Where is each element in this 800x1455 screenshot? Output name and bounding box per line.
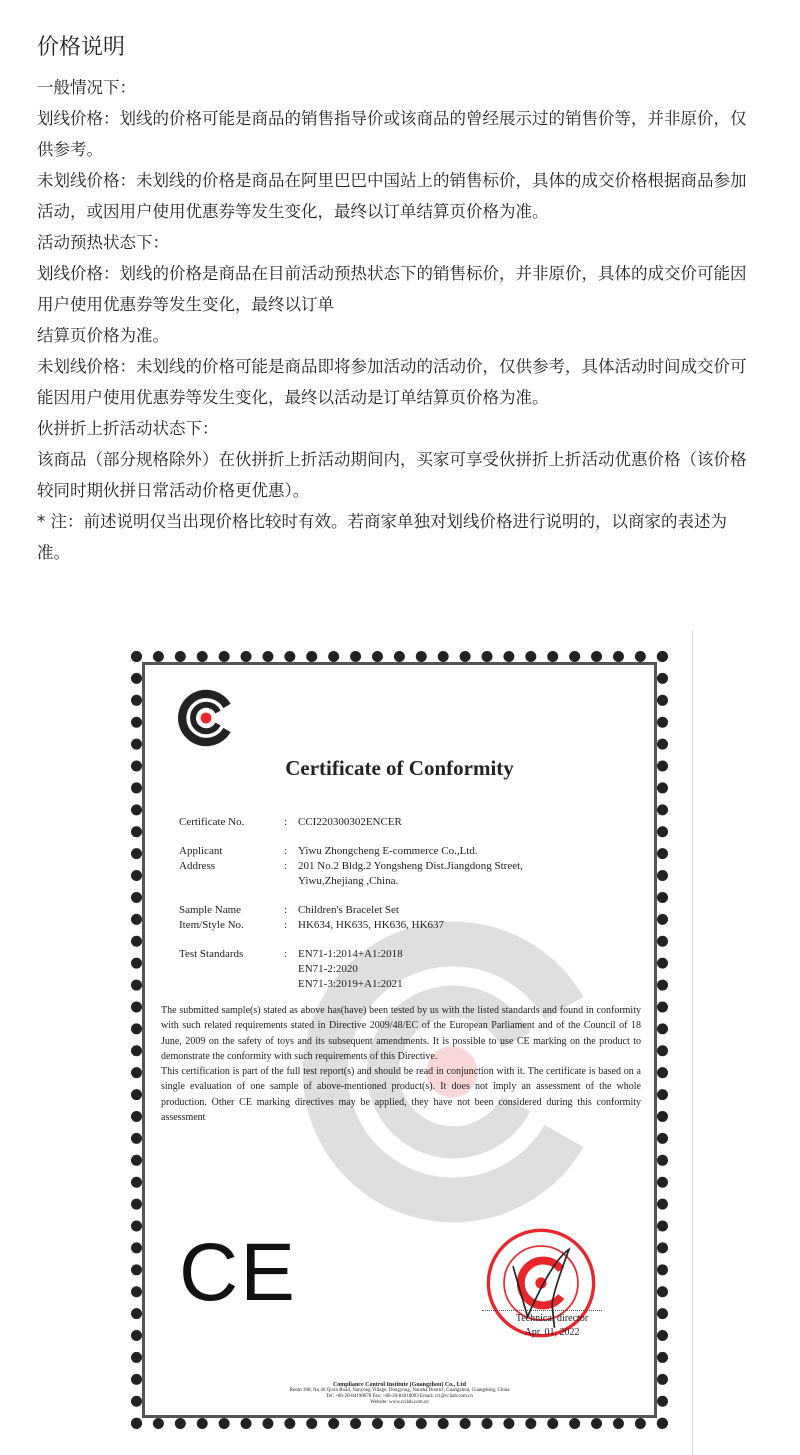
field-value: EN71-1:2014+A1:2018 <box>298 948 403 960</box>
certificate-date: Apr. 01, 2022 <box>524 1327 580 1338</box>
certificate-footer <box>142 1382 657 1406</box>
notice-paragraph: 结算页价格为准。 <box>37 326 169 345</box>
field-value: Yiwu Zhongcheng E-commerce Co.,Ltd. <box>298 845 478 857</box>
field-label: Item/Style No. <box>179 919 244 931</box>
signatory-title: Technical director <box>515 1313 589 1324</box>
notice-paragraph: 一般情况下： <box>37 78 136 97</box>
certificate-fields: Certificate No. : CCI220300302ENCER Applicant : Yiwu Zhongcheng E-commerce Co.,Ltd. Address : 201 No.2 Bldg.2 Yongsheng Dist.Jiangdong Street, Yiwu,Zhejiang ,China. Sample Name : Children's Bracelet Set Item/Style No. : HK634, HK635, HK636, HK637 Test Standards : EN71-1:2014+A1:2018 EN71-2:2020 EN71-3:2019+A1:2021 <box>179 816 523 990</box>
notice-paragraph: 未划线价格：未划线的价格是商品在阿里巴巴中国站上的销售标价，具体的成交价格根据商品参加活动，或因用户使用优惠券等发生变化，最终以订单结算页价格为准。 <box>37 171 747 221</box>
certificate-title: Certificate of Conformity <box>285 756 514 780</box>
footer-company: Compliance Control Institute (Guangzhou) Co., Ltd <box>332 1382 467 1388</box>
notice-paragraph: * 注：前述说明仅当出现价格比较时有效。若商家单独对划线价格进行说明的，以商家的表述为准。 <box>37 512 727 562</box>
signature-line <box>482 1310 602 1311</box>
divider <box>692 630 693 1455</box>
notice-paragraph: 活动预热状态下： <box>37 233 169 252</box>
certificate-image <box>131 651 668 1429</box>
field-value: EN71-3:2019+A1:2021 <box>298 978 403 990</box>
cci-logo-icon <box>176 688 236 748</box>
notice-paragraph: 划线价格：划线的价格是商品在目前活动预热状态下的销售标价，并非原价，具体的成交价可能因用户使用优惠券等发生变化，最终以订单 <box>37 264 747 314</box>
field-value: EN71-2:2020 <box>298 963 358 975</box>
notice-paragraph: 该商品（部分规格除外）在伙拼折上折活动期间内，买家可享受伙拼折上折活动优惠价格（该价格较同时期伙拼日常活动价格更优惠）。 <box>37 450 747 500</box>
body-paragraph: The submitted sample(s) stated as above has(have) been tested by us with the listed standards and found in conformity with such related requirements stated in Directive 2009/48/EC of the European Parliament and of the Council of 18 June, 2009 on the safety of toys and its subsequent amendments. It is possible to use CE marking on the product to demonstrate the conformity with such requirements of this Directive. <box>161 1005 641 1062</box>
notice-paragraph: 未划线价格：未划线的价格可能是商品即将参加活动的活动价，仅供参考，具体活动时间成交价可能因用户使用优惠券等发生变化，最终以活动是订单结算页价格为准。 <box>37 357 747 407</box>
field-label: Test Standards <box>179 948 244 960</box>
field-value: Yiwu,Zhejiang ,China. <box>298 875 399 887</box>
certificate-body <box>161 1003 641 1125</box>
field-value: Children's Bracelet Set <box>298 904 399 916</box>
notice-paragraph: 划线价格：划线的价格可能是商品的销售指导价或该商品的曾经展示过的销售价等，并非原价，仅供参考。 <box>37 109 747 159</box>
body-paragraph: This certification is part of the full test report(s) and should be read in conjunction with it. The certificate is based on a single evaluation of one sample of above-mentioned product(s). It does not imply an assessment of the whole production. Other CE marking directives may be applied, they have not been considered during this conformity assessment <box>161 1066 641 1124</box>
field-label: Certificate No. <box>179 816 245 828</box>
field-label: Applicant <box>179 845 223 857</box>
notice-paragraph: 伙拼折上折活动状态下： <box>37 419 219 438</box>
price-notice <box>37 32 747 568</box>
field-label: Sample Name <box>179 904 242 916</box>
footer-website: Website: www.ccilab.com.cn <box>370 1400 429 1405</box>
ce-mark-icon: CE <box>179 1227 297 1318</box>
field-value: CCI220300302ENCER <box>298 816 402 828</box>
signatory-block <box>482 1312 622 1340</box>
field-value: 201 No.2 Bldg.2 Yongsheng Dist.Jiangdong Street, <box>298 860 523 872</box>
field-label: Address <box>179 860 216 872</box>
footer-address: Room 308, No.46 Qixin Road, Nanyong Village, Dongyong, Nansha District, Guangzhou, Guangdong, China <box>289 1388 510 1393</box>
notice-title: 价格说明 <box>37 35 126 60</box>
field-value: HK634, HK635, HK636, HK637 <box>298 919 445 931</box>
footer-contact: Tel: +86-20-84190678 Fax: +86-20-84010093 Email: cci@ccilab.com.cn <box>326 1394 473 1399</box>
